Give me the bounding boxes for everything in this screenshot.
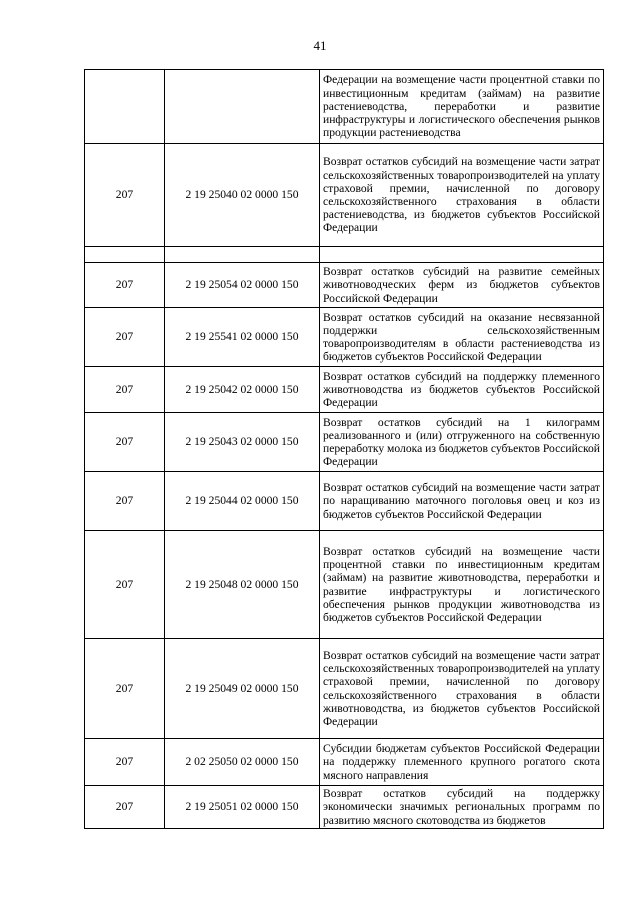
admin-code-cell: 207 [85,639,165,739]
budget-classification-code-cell: 2 19 25054 02 0000 150 [165,263,320,308]
budget-classification-code-cell: 2 19 25044 02 0000 150 [165,472,320,531]
table-row [85,639,604,739]
admin-code-cell: 207 [85,531,165,639]
admin-code-cell: 207 [85,263,165,308]
description-cell [320,247,604,263]
admin-code-cell: 207 [85,308,165,367]
description-cell: Возврат остатков субсидий на поддержку экономически значимых региональных программ по развитию мясного скотоводства из бюджетов [320,786,604,829]
description-cell: Возврат остатков субсидий на возмещение части затрат по наращиванию маточного поголовья овец и коз из бюджетов субъектов Российской Федерации [320,472,604,531]
admin-code-cell: 207 [85,367,165,413]
table-row [85,739,604,786]
description-cell: Возврат остатков субсидий на 1 килограмм реализованного и (или) отгруженного на собственную переработку молока из бюджетов субъектов Российской Федерации [320,413,604,472]
admin-code-cell [85,70,165,144]
admin-code-cell: 207 [85,786,165,829]
budget-classification-code-cell: 2 19 25541 02 0000 150 [165,308,320,367]
budget-classification-code-cell: 2 19 25043 02 0000 150 [165,413,320,472]
budget-classification-code-cell: 2 19 25042 02 0000 150 [165,367,320,413]
description-cell: Возврат остатков субсидий на развитие семейных животноводческих ферм из бюджетов субъектов Российской Федерации [320,263,604,308]
description-cell: Возврат остатков субсидий на возмещение части процентной ставки по инвестиционным кредитам (займам) на развитие животноводства, переработки и развитие инфраструктуры и логистического обеспечения рынков продукции животноводства из бюджетов субъектов Российской Федерации [320,531,604,639]
admin-code-cell: 207 [85,413,165,472]
admin-code-cell: 207 [85,144,165,247]
budget-classification-code-cell: 2 19 25048 02 0000 150 [165,531,320,639]
page-number: 41 [313,38,327,53]
table-row [85,472,604,531]
budget-classification-code-cell: 2 19 25051 02 0000 150 [165,786,320,829]
table-row [85,413,604,472]
table-row [85,367,604,413]
description-cell: Возврат остатков субсидий на поддержку племенного животноводства из бюджетов субъектов Российской Федерации [320,367,604,413]
description-cell: Возврат остатков субсидий на оказание несвязанной поддержки сельскохозяйственным товаропроизводителям в области растениеводства из бюджетов субъектов Российской Федерации [320,308,604,367]
budget-codes-table [84,69,604,829]
table-row [85,263,604,308]
budget-classification-code-cell [165,70,320,144]
budget-classification-code-cell [165,247,320,263]
description-cell: Федерации на возмещение части процентной ставки по инвестиционным кредитам (займам) на развитие растениеводства, переработки и развитие инфраструктуры и логистического обеспечения рынков продукции растениеводства [320,70,604,144]
budget-classification-code-cell: 2 19 25049 02 0000 150 [165,639,320,739]
table-row [85,531,604,639]
budget-classification-code-cell: 2 19 25040 02 0000 150 [165,144,320,247]
table-row [85,247,604,263]
description-cell: Субсидии бюджетам субъектов Российской Федерации на поддержку племенного крупного рогатого скота мясного направления [320,739,604,786]
description-cell: Возврат остатков субсидий на возмещение части затрат сельскохозяйственных товаропроизводителей на уплату страховой премии, начисленной по договору сельскохозяйственного страхования в области растениеводства, из бюджетов субъектов Российской Федерации [320,144,604,247]
table-row [85,786,604,829]
table-row [85,144,604,247]
admin-code-cell [85,247,165,263]
admin-code-cell: 207 [85,472,165,531]
table-row [85,308,604,367]
budget-classification-code-cell: 2 02 25050 02 0000 150 [165,739,320,786]
description-cell: Возврат остатков субсидий на возмещение части затрат сельскохозяйственных товаропроизводителей на уплату страховой премии, начисленной по договору сельскохозяйственного страхования в области животноводства, из бюджетов субъектов Российской Федерации [320,639,604,739]
admin-code-cell: 207 [85,739,165,786]
table-row [85,70,604,144]
